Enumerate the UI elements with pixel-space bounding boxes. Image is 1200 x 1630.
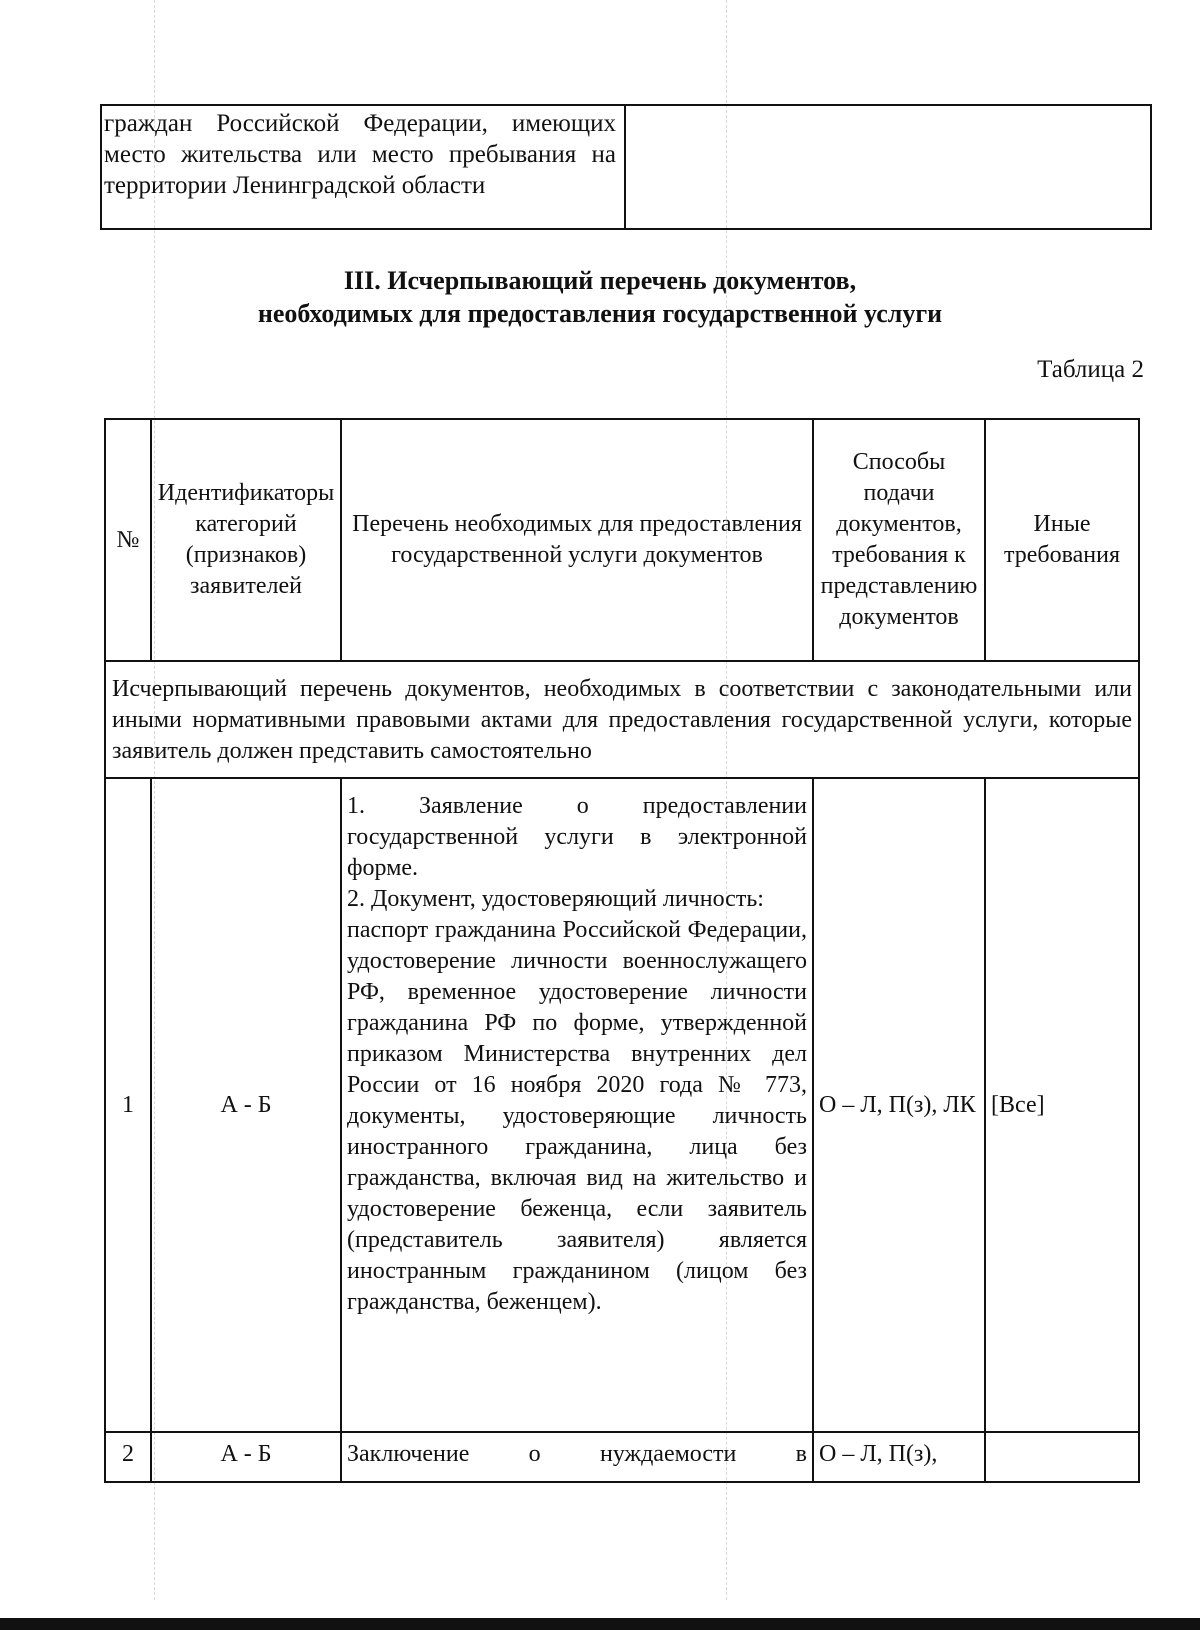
table-row bbox=[106, 779, 1138, 1433]
row-documents-item-2: 2. Документ, удостоверяющий личность: bbox=[347, 886, 764, 912]
continuation-cell-right bbox=[626, 106, 1150, 228]
table-section-row bbox=[106, 662, 1138, 779]
row-other-requirements: [Все] bbox=[991, 1091, 1045, 1118]
scan-bottom-edge bbox=[0, 1618, 1200, 1630]
row-documents-item-2-details: паспорт гражданина Российской Федерации, удостоверение личности военнослужащего РФ, временное удостоверение личности гражданина РФ по форме, утвержденной приказом Министерства внутренних дел России от 16 ноября 2020 года № 773, документы, удостоверяющие личность иностранного гражданина, лица без гражданства, включая вид на жительство и удостоверение беженца, если заявитель (представитель заявителя) является иностранным гражданином (лицом без гражданства, беженцем). bbox=[347, 917, 807, 1315]
header-identifiers: Идентификаторы категорий (признаков) заявителей bbox=[152, 420, 342, 660]
row-other-requirements bbox=[986, 1433, 1138, 1481]
row-submission: О – Л, П(з), ЛК bbox=[814, 779, 986, 1431]
continuation-table bbox=[100, 104, 1152, 230]
documents-table bbox=[104, 418, 1140, 1483]
header-number: № bbox=[106, 420, 152, 660]
row-documents bbox=[342, 779, 814, 1431]
header-other-requirements: Иные требования bbox=[1003, 511, 1121, 568]
row-documents bbox=[342, 1433, 814, 1481]
row-identifier: А - Б bbox=[152, 1433, 342, 1481]
section-row-text: Исчерпывающий перечень документов, необходимых в соответствии с законодательными или иными нормативными правовыми актами для предоставления государственной услуги, которые заявитель должен представить самостоятельно bbox=[112, 676, 1132, 764]
section-title-line1: III. Исчерпывающий перечень документов, bbox=[343, 266, 857, 295]
header-submission: Способы подачи документов, требования к представлению документов bbox=[814, 420, 986, 660]
section-title-line2: необходимых для предоставления государственной услуги bbox=[257, 299, 943, 328]
header-documents: Перечень необходимых для предоставления государственной услуги документов bbox=[342, 420, 814, 660]
table-caption: Таблица 2 bbox=[1037, 356, 1144, 383]
table-header-row bbox=[106, 420, 1138, 662]
table-row bbox=[106, 1433, 1138, 1481]
row-documents-item-1: 1. Заявление о предоставлении государственной услуги в электронной форме. bbox=[347, 793, 807, 881]
row-number: 1 bbox=[106, 779, 152, 1431]
row-documents-item-1: Заключение о нуждаемости в bbox=[347, 1441, 807, 1467]
continuation-cell-left: граждан Российской Федерации, имеющих место жительства или место пребывания на территории Ленинградской области bbox=[102, 106, 626, 228]
row-identifier: А - Б bbox=[152, 779, 342, 1431]
row-number: 2 bbox=[106, 1433, 152, 1481]
section-title bbox=[0, 264, 1200, 330]
row-submission: О – Л, П(з), bbox=[814, 1433, 986, 1481]
